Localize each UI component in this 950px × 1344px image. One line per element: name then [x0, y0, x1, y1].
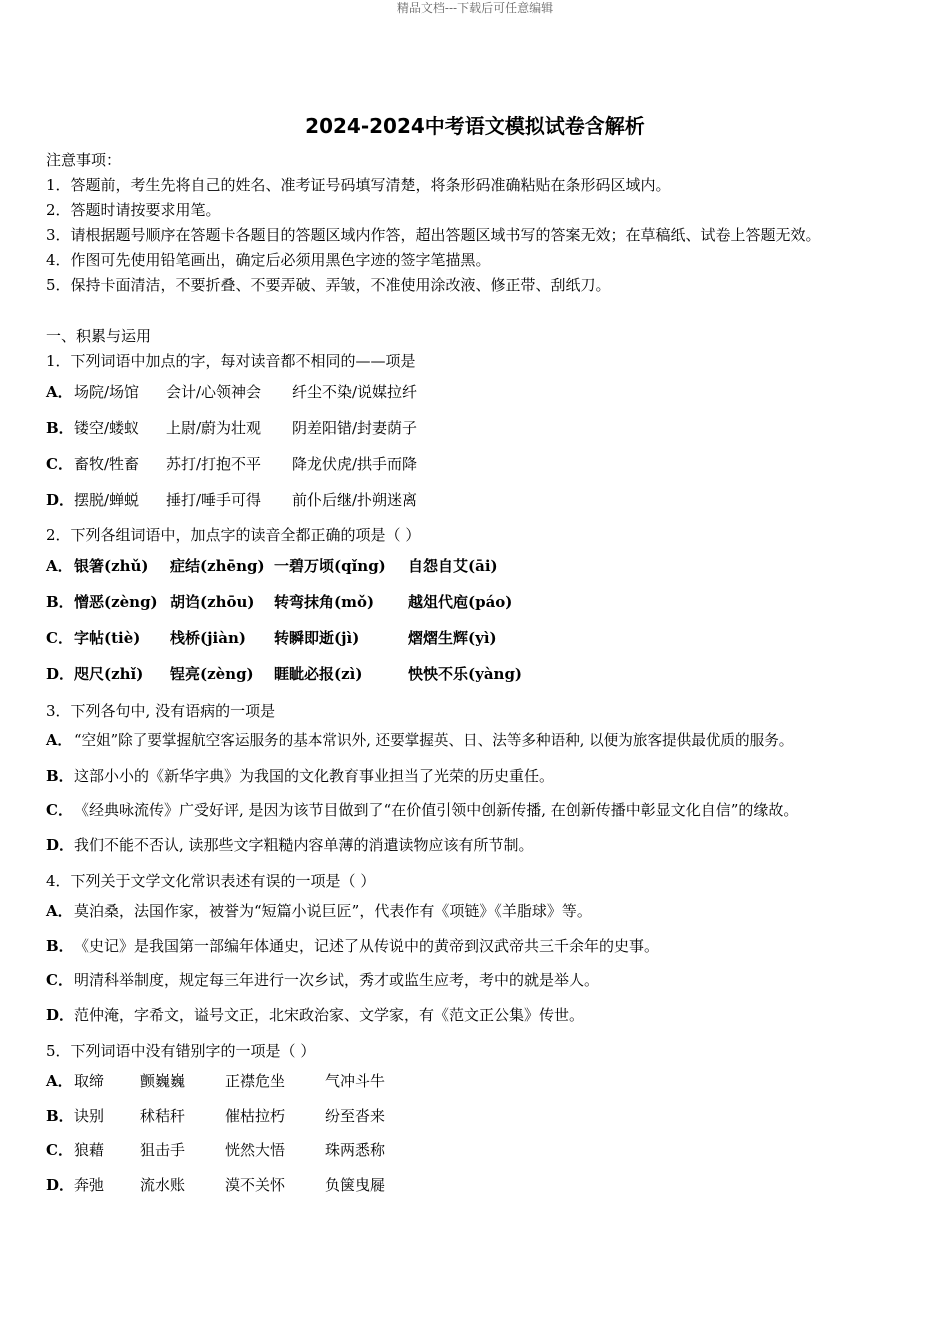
option-label: D． [46, 665, 75, 683]
option-label: D． [46, 1005, 75, 1024]
option-word: 取缔 [74, 1072, 105, 1090]
notice-item: 5．保持卡面清洁，不要折叠、不要弄破、弄皱，不准使用涂改液、修正带、刮纸刀。 [46, 276, 611, 294]
option-label: C． [46, 1141, 73, 1159]
option-label: D． [46, 1175, 75, 1194]
option-d [46, 998, 926, 1033]
question-stem: 5．下列词语中没有错别字的一项是（ ） [46, 1042, 316, 1060]
option-b [46, 410, 926, 446]
option-d [46, 1168, 926, 1203]
option-d [46, 656, 926, 692]
option-c [46, 620, 926, 656]
option-b [46, 759, 926, 794]
option-word: 自怨自艾(āi) [408, 557, 498, 575]
option-c [46, 963, 926, 998]
question-1 [46, 323, 926, 518]
question-stem: 1．下列词语中加点的字，每对读音都不相同的——项是 [46, 352, 416, 370]
option-word: 憎恶(zèng) [74, 593, 158, 611]
question-stem: 3．下列各句中, 没有语病的一项是 [46, 702, 276, 720]
option-label: C． [46, 801, 73, 819]
question-4 [46, 869, 926, 1032]
document-title: 2024-2024中考语文模拟试卷含解析 [305, 114, 645, 138]
option-word: 越俎代庖(páo) [408, 593, 513, 611]
option-word: 正襟危坐 [225, 1072, 286, 1090]
option-label: A． [46, 383, 73, 401]
option-word: 恍然大悟 [225, 1141, 286, 1159]
option-text: “空姐”除了要掌握航空客运服务的基本常识外, 还要掌握英、日、法等多种语种, 以便为旅客提供最优质的服务。 [74, 732, 794, 749]
option-label: D． [46, 491, 75, 509]
option-word: 字帖(tiè) [74, 629, 141, 647]
option-b [46, 584, 926, 620]
option-label: C． [46, 629, 73, 647]
option-label: C． [46, 971, 73, 989]
option-text: 《史记》是我国第一部编年体通史，记述了从传说中的黄帝到汉武帝共三千余年的史事。 [74, 936, 660, 955]
question-5 [46, 1039, 926, 1202]
option-word: 锃亮(zèng) [170, 665, 254, 683]
question-stem: 2．下列各组词语中，加点字的读音全都正确的项是（ ） [46, 526, 421, 544]
option-word: 负箧曳屣 [325, 1175, 386, 1194]
option-word: 奔弛 [74, 1175, 105, 1194]
option-word: 银箸(zhǔ) [74, 557, 149, 575]
option-word: 流水账 [140, 1175, 186, 1194]
option-d [46, 482, 926, 518]
option-text: 明清科举制度，规定每三年进行一次乡试，秀才或监生应考，考中的就是举人。 [74, 971, 600, 989]
option-label: B． [46, 936, 74, 955]
question-3 [46, 699, 926, 862]
notice-heading: 注意事项： [46, 151, 122, 169]
option-word: 转弯抹角(mǒ) [274, 593, 375, 611]
option-b [46, 929, 926, 964]
option-label: A． [46, 732, 72, 749]
option-label: D． [46, 835, 75, 854]
option-word: 捶打/唾手可得 [166, 491, 262, 509]
option-c [46, 446, 926, 482]
option-label: B． [46, 419, 74, 437]
notice-item: 3．请根据题号顺序在答题卡各题目的答题区域内作答，超出答题区域书写的答案无效；在草稿纸、试卷上答题无效。 [46, 226, 821, 244]
option-word: 一碧万顷(qǐng) [274, 557, 386, 575]
option-word: 阴差阳错/封妻荫子 [292, 419, 418, 437]
option-label: B． [46, 593, 74, 611]
option-text: 我们不能不否认, 读那些文字粗糙内容单薄的消遣读物应该有所节制。 [74, 835, 534, 854]
option-b [46, 1099, 926, 1134]
option-word: 转瞬即逝(jì) [274, 629, 360, 647]
option-word: 畜牧/牲畜 [74, 455, 140, 473]
option-a [46, 548, 926, 584]
option-label: A． [46, 1072, 73, 1090]
option-word: 前仆后继/扑朔迷离 [292, 491, 418, 509]
option-a [46, 1064, 926, 1099]
option-word: 会计/心领神会 [166, 383, 262, 401]
option-word: 颤巍巍 [140, 1072, 186, 1090]
option-word: 漠不关怀 [225, 1175, 286, 1194]
option-word: 怏怏不乐(yàng) [408, 665, 523, 683]
option-word: 纷至沓来 [325, 1106, 386, 1125]
option-label: A． [46, 902, 73, 920]
option-word: 狙击手 [140, 1141, 186, 1159]
option-label: A． [46, 557, 73, 575]
option-text: 《经典咏流传》广受好评, 是因为该节目做到了“在价值引领中创新传播, 在创新传播中彰显文化自信”的缘故。 [74, 801, 799, 819]
option-word: 咫尺(zhǐ) [74, 665, 144, 683]
option-label: C． [46, 455, 73, 473]
option-a [46, 724, 926, 759]
option-a [46, 374, 926, 410]
option-word: 症结(zhēng) [170, 557, 265, 575]
option-label: B． [46, 766, 74, 785]
option-word: 诀别 [74, 1106, 105, 1125]
option-word: 栈桥(jiàn) [170, 629, 246, 647]
option-d [46, 828, 926, 863]
question-2 [46, 523, 926, 692]
option-c [46, 1133, 926, 1168]
question-stem: 4．下列关于文学文化常识表述有误的一项是（ ） [46, 872, 376, 890]
option-word: 纤尘不染/说媒拉纤 [292, 383, 418, 401]
option-word: 苏打/打抱不平 [166, 455, 262, 473]
option-word: 狼藉 [74, 1141, 105, 1159]
option-word: 胡诌(zhōu) [170, 593, 255, 611]
option-word: 镂空/蝼蚁 [74, 419, 140, 437]
option-word: 睚眦必报(zì) [274, 665, 363, 683]
section-heading: 一、积累与运用 [46, 327, 152, 345]
option-a [46, 894, 926, 929]
option-word: 摆脱/蝉蜕 [74, 491, 140, 509]
option-label: B． [46, 1106, 74, 1125]
option-text: 莫泊桑，法国作家，被誉为“短篇小说巨匠”，代表作有《项链》《羊脂球》等。 [74, 902, 592, 920]
option-c [46, 793, 926, 828]
option-word: 熠熠生辉(yì) [408, 629, 497, 647]
option-word: 降龙伏虎/拱手而降 [292, 455, 418, 473]
option-word: 气冲斗牛 [325, 1072, 386, 1090]
notice-section [46, 148, 926, 298]
page-header-watermark: 精品文档---下载后可任意编辑 [396, 1, 554, 15]
option-word: 上尉/蔚为壮观 [166, 419, 262, 437]
option-text: 范仲淹，字希文，谥号文正，北宋政治家、文学家，有《范文正公集》传世。 [74, 1005, 585, 1024]
option-word: 催枯拉朽 [225, 1106, 286, 1125]
option-word: 场院/场馆 [74, 383, 140, 401]
option-word: 秫秸秆 [140, 1106, 186, 1125]
notice-item: 4．作图可先使用铅笔画出，确定后必须用黑色字迹的签字笔描黑。 [46, 251, 491, 269]
option-word: 珠两悉称 [325, 1141, 386, 1159]
option-text: 这部小小的《新华字典》为我国的文化教育事业担当了光荣的历史重任。 [74, 766, 555, 785]
notice-item: 2．答题时请按要求用笔。 [46, 201, 221, 219]
notice-item: 1．答题前，考生先将自己的姓名、准考证号码填写清楚，将条形码准确粘贴在条形码区域内。 [46, 176, 671, 194]
